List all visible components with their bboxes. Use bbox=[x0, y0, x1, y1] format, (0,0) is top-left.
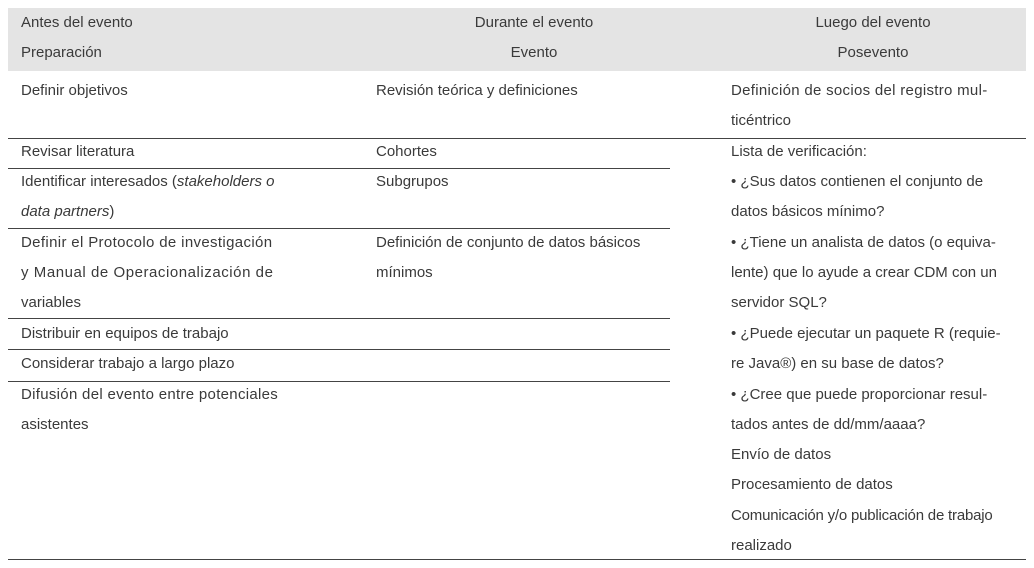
col3-step-line: realizado bbox=[731, 537, 792, 554]
col3-checklist-line: • ¿Cree que puede proporcionar resul- bbox=[731, 386, 988, 403]
col2-row4-line1: Definición de conjunto de datos básicos bbox=[376, 234, 641, 251]
header-col1-line2: Preparación bbox=[21, 44, 102, 61]
col1-row4-line1: Definir el Protocolo de investigación bbox=[21, 234, 273, 251]
header-col1-line1: Antes del evento bbox=[21, 14, 133, 31]
col1-row5: Distribuir en equipos de trabajo bbox=[21, 325, 229, 342]
divider bbox=[8, 138, 1026, 139]
col3-checklist-line: lente) que lo ayude a crear CDM con un bbox=[731, 264, 997, 281]
col3-checklist-line: datos básicos mínimo? bbox=[731, 203, 885, 220]
col3-checklist-line: re Java®) en su base de datos? bbox=[731, 355, 944, 372]
col1-row2: Revisar literatura bbox=[21, 143, 135, 160]
col2-row4-line2: mínimos bbox=[376, 264, 433, 281]
table-bottom-rule bbox=[8, 559, 1026, 560]
col2-row2: Cohortes bbox=[376, 143, 437, 160]
table-header bbox=[8, 8, 1026, 71]
col1-row6: Considerar trabajo a largo plazo bbox=[21, 355, 235, 372]
col3-checklist-line: • ¿Sus datos contienen el conjunto de bbox=[731, 173, 984, 190]
event-table bbox=[8, 8, 1026, 560]
col3-row1-line2: ticéntrico bbox=[731, 112, 792, 129]
col1-row3-line2: data partners) bbox=[21, 203, 115, 220]
header-col3-line2: Posevento bbox=[837, 44, 909, 61]
header-col2-line2: Evento bbox=[510, 44, 558, 61]
col3-step-line: Comunicación y/o publicación de trabajo bbox=[731, 507, 993, 524]
col3-step-line: Envío de datos bbox=[731, 446, 832, 463]
col1-row1: Definir objetivos bbox=[21, 82, 128, 99]
col3-step-line: Procesamiento de datos bbox=[731, 476, 893, 493]
col1-row4-line2: y Manual de Operacionalización de bbox=[21, 264, 274, 281]
header-col2-line1: Durante el evento bbox=[474, 14, 594, 31]
col2-row3: Subgrupos bbox=[376, 173, 449, 190]
header-col3-line1: Luego del evento bbox=[815, 14, 931, 31]
col1-row7-line1: Difusión del evento entre potenciales bbox=[21, 386, 279, 403]
col3-row1-line1: Definición de socios del registro mul- bbox=[731, 82, 988, 99]
col1-row7-line2: asistentes bbox=[21, 416, 89, 433]
col3-checklist-line: tados antes de dd/mm/aaaa? bbox=[731, 416, 926, 433]
col3-checklist-title: Lista de verificación: bbox=[731, 143, 867, 160]
col3-checklist-line: • ¿Tiene un analista de datos (o equiva- bbox=[731, 234, 996, 251]
col3-checklist-line: • ¿Puede ejecutar un paquete R (requie- bbox=[731, 325, 1001, 342]
col1-row3-line1: Identificar interesados (stakeholders o bbox=[21, 173, 275, 190]
col1-row4-line3: variables bbox=[21, 294, 82, 311]
col3-checklist-line: servidor SQL? bbox=[731, 294, 827, 311]
col2-row1: Revisión teórica y definiciones bbox=[376, 82, 578, 99]
